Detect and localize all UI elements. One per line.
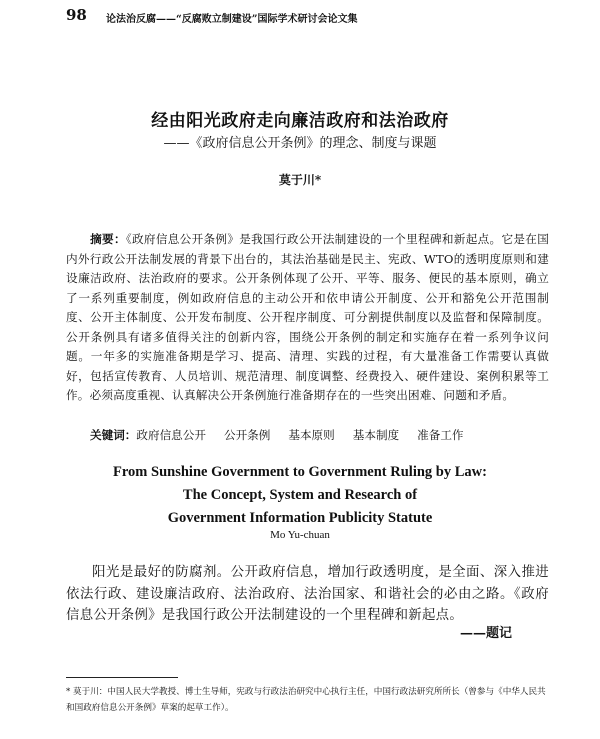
keyword: 基本原则: [288, 428, 335, 442]
english-title-line: Government Information Publicity Statute: [167, 510, 433, 526]
keywords: [90, 427, 482, 443]
author-name: 莫于川*: [278, 173, 322, 187]
keyword: 政府信息公开: [136, 428, 206, 442]
article-title: 经由阳光政府走向廉洁政府和法治政府: [151, 111, 449, 131]
body-paragraph: [66, 562, 549, 627]
keyword: 准备工作: [417, 428, 464, 442]
keyword: 公开条例: [223, 428, 271, 442]
english-title-line: The Concept, System and Research of: [182, 487, 418, 503]
article-subtitle: ——《政府信息公开条例》的理念、制度与课题: [163, 136, 437, 151]
keywords-label: 关键词：: [90, 428, 137, 442]
abstract-text: 《政府信息公开条例》是我国行政公开法制建设的一个里程碑和新起点。它是在国内外行政公开法制发展的背景下出台的，其法治基础是民主、宪政、WTO的透明度原则和建设廉洁政府、法治政府的要求。公开条例体现了公开、平等、服务、便民的基本原则，确立了一系列重要制度，例如政府信息的主动公开和依申请公开制度、公开和豁免公开范围制度、公开主体制度、公开发布制度、公开程序制度、可分割提供制度以及监督和保障制度。公开条例具有诸多值得关注的创新内容，围绕公开条例的制定和实施存在着一系列争议问题。一年多的实施准备期是学习、提高、清理、实践的过程，有大量准备工作需要认真做好，包括宣传教育、人员培训、规范清理、制度调整、经费投入、硬件建设、案例积累等工作。必须高度重视、认真解决公开条例施行准备期存在的一些突出困难、问题和矛盾。: [66, 232, 550, 402]
abstract-label: 摘要：: [90, 232, 126, 246]
keyword: 基本制度: [352, 428, 400, 442]
footnote: * 莫于川：中国人民大学教授、博士生导师，宪政与行政法治研究中心执行主任，中国行政法研究所所长（曾参与《中华人民共和国政府信息公开条例》草案的起草工作）。: [66, 687, 546, 713]
english-title: [0, 461, 600, 530]
epigraph: ——题记: [459, 626, 512, 641]
footnote-rule: [66, 677, 178, 678]
running-header: 论法治反腐——“反腐败立制建设”国际学术研讨会论文集: [106, 14, 358, 25]
page-number: 98: [66, 6, 87, 24]
english-author: Mo Yu-chuan: [270, 529, 330, 541]
body-text: 阳光是最好的防腐剂。公开政府信息，增加行政透明度，是全面、深入推进依法行政、建设廉洁政府、法治政府、法治国家、和谐社会的必由之路。《政府信息公开条例》是我国行政公开法制建设的一个里程碑和新起点。: [66, 565, 549, 623]
abstract: [66, 230, 549, 406]
english-title-line: From Sunshine Government to Government Ruling by Law:: [113, 464, 487, 480]
